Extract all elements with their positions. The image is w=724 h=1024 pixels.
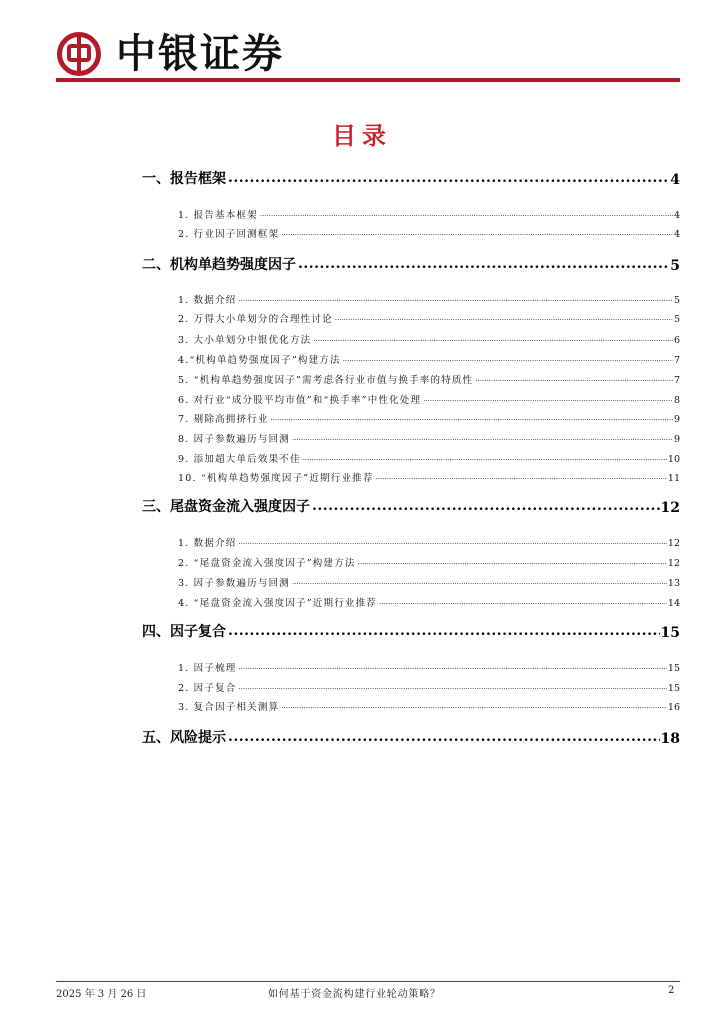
toc-item-2-4[interactable]: 4.“机构单趋势强度因子”构建方法 ..... 7 xyxy=(178,346,680,366)
toc-section-4[interactable]: 四、因子复合 ..... 15 xyxy=(142,621,680,641)
toc-item-4-3[interactable]: 3. 复合因子相关测算 ..... 16 xyxy=(178,693,680,713)
bank-of-china-logo-icon xyxy=(56,31,102,77)
toc-section-2[interactable]: 二、机构单趋势强度因子 ..... 5 xyxy=(142,254,680,274)
footer-date: 2025 年 3 月 26 日 xyxy=(56,989,147,1000)
footer-report-title: 如何基于资金流构建行业轮动策略？ xyxy=(268,989,441,1000)
toc-title: 目录 xyxy=(332,122,392,150)
toc-item-2-6[interactable]: 6. 对行业“成分股平均市值”和“换手率”中性化处理 ..... 8 xyxy=(178,386,680,406)
toc-item-4-1[interactable]: 1. 因子梳理 ..... 15 xyxy=(178,654,680,674)
toc-item-4-2[interactable]: 2. 因子复合 ..... 15 xyxy=(178,674,680,694)
toc-item-2-5[interactable]: 5. “机构单趋势强度因子”需考虑各行业市值与换手率的特质性 ..... 7 xyxy=(178,366,680,386)
toc-item-3-1[interactable]: 1. 数据介绍 ..... 12 xyxy=(178,529,680,549)
toc-section-5[interactable]: 五、风险提示 ..... 18 xyxy=(142,727,680,747)
toc-item-2-8[interactable]: 8. 因子参数遍历与回测 ..... 9 xyxy=(178,425,680,445)
toc-item-2-3[interactable]: 3. 大小单划分中银优化方法 ..... 6 xyxy=(178,326,680,346)
toc-item-2-7[interactable]: 7. 剔除高拥挤行业 ..... 9 xyxy=(178,405,680,425)
footer-rule xyxy=(56,981,680,982)
toc-item-2-2[interactable]: 2. 万得大小单划分的合理性讨论 ..... 5 xyxy=(178,305,680,325)
toc-item-2-1[interactable]: 1. 数据介绍 ..... 5 xyxy=(178,286,680,306)
toc-item-2-10[interactable]: 10. “机构单趋势强度因子”近期行业推荐 ..... 11 xyxy=(178,464,680,484)
toc-item-3-3[interactable]: 3. 因子参数遍历与回测 ..... 13 xyxy=(178,569,680,589)
brand-name: 中银证券 xyxy=(116,31,284,77)
toc-section-3[interactable]: 三、尾盘资金流入强度因子 ..... 12 xyxy=(142,496,680,516)
toc-item-3-2[interactable]: 2. “尾盘资金流入强度因子”构建方法 ..... 12 xyxy=(178,549,680,569)
toc-item-1-1[interactable]: 1. 报告基本框架 ..... 4 xyxy=(178,201,680,221)
toc-item-3-4[interactable]: 4. “尾盘资金流入强度因子”近期行业推荐 ..... 14 xyxy=(178,589,680,609)
toc-section-1[interactable]: 一、报告框架 ..... 4 xyxy=(142,168,680,188)
header-rule xyxy=(56,78,680,82)
page-header xyxy=(56,24,680,84)
footer-page-number: 2 xyxy=(668,985,675,996)
toc-item-2-9[interactable]: 9. 添加超大单后效果不佳 ..... 10 xyxy=(178,445,680,465)
toc-item-1-2[interactable]: 2. 行业因子回测框架 ..... 4 xyxy=(178,220,680,240)
